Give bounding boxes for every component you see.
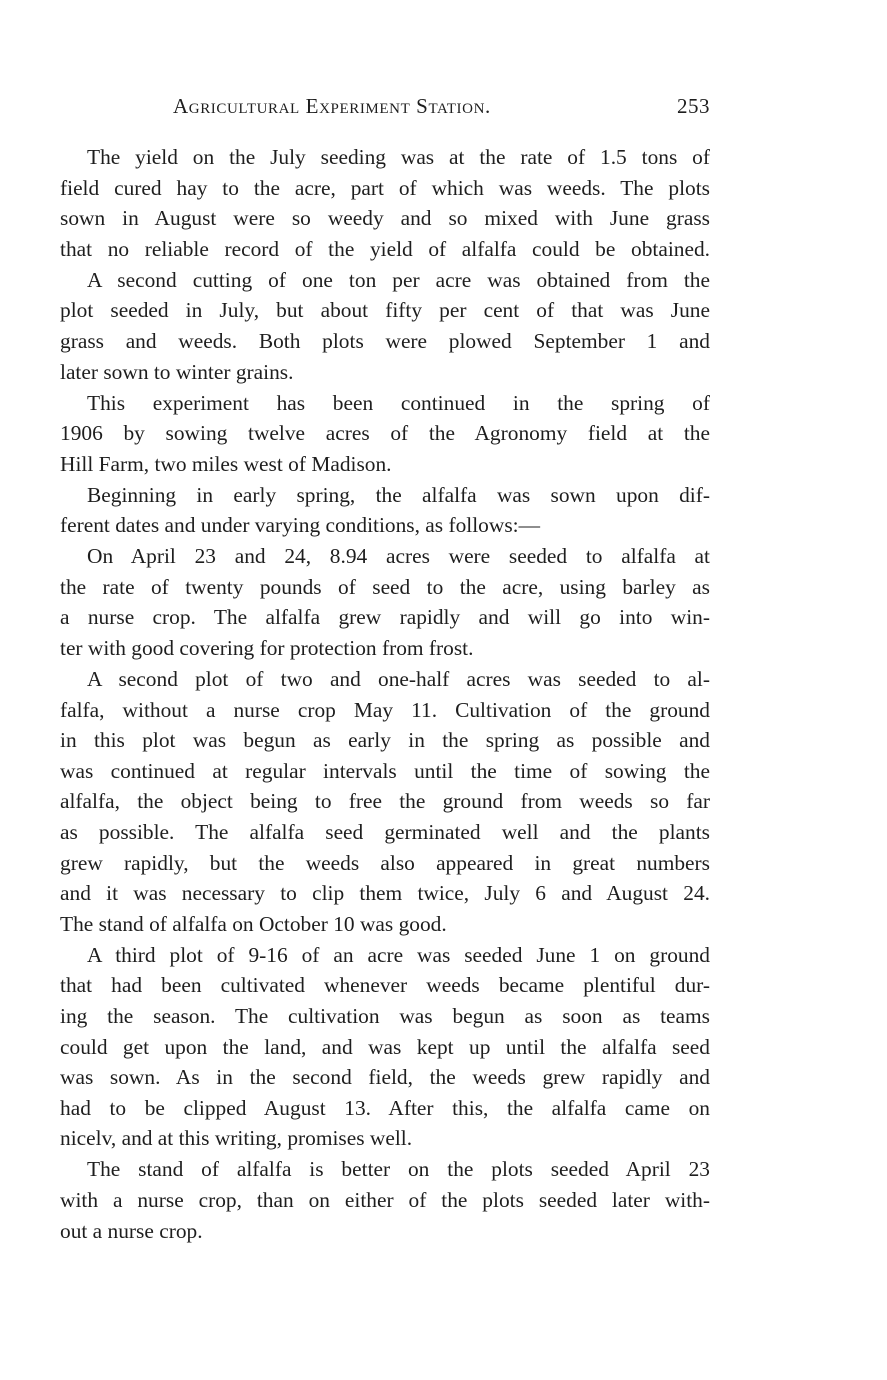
- text-line: sown in August were so weedy and so mixed with June grass: [60, 206, 710, 231]
- text-line: grew rapidly, but the weeds also appeared in great numbers: [60, 850, 710, 875]
- text-line: Hill Farm, two miles west of Madison.: [60, 451, 392, 476]
- body-text: [60, 142, 710, 1246]
- text-line: that had been cultivated whenever weeds became plentiful dur-: [60, 973, 710, 998]
- text-line: The stand of alfalfa is better on the plots seeded April 23: [87, 1157, 710, 1182]
- paragraph-early-spring: [60, 480, 710, 541]
- text-line: that no reliable record of the yield of alfalfa could be obtained.: [60, 236, 710, 261]
- paragraph-second-cutting: [60, 265, 710, 387]
- text-line: nicelv, and at this writing, promises well.: [60, 1126, 413, 1151]
- book-page: [60, 94, 710, 1247]
- text-line: A third plot of 9-16 of an acre was seeded June 1 on ground: [87, 942, 710, 967]
- text-line: the rate of twenty pounds of seed to the acre, using barley as: [60, 574, 710, 599]
- text-line: falfa, without a nurse crop May 11. Cultivation of the ground: [60, 697, 710, 722]
- text-line: as possible. The alfalfa seed germinated well and the plants: [60, 820, 710, 845]
- text-line: field cured hay to the acre, part of which was weeds. The plots: [60, 175, 710, 200]
- text-line: ter with good covering for protection from frost.: [60, 636, 474, 661]
- text-line: later sown to winter grains.: [60, 359, 294, 384]
- text-line: Beginning in early spring, the alfalfa was sown upon dif-: [87, 482, 710, 507]
- text-line: a nurse crop. The alfalfa grew rapidly and will go into win-: [60, 605, 710, 630]
- text-line: The stand of alfalfa on October 10 was good.: [60, 911, 447, 936]
- text-line: was sown. As in the second field, the weeds grew rapidly and: [60, 1065, 710, 1090]
- text-line: alfalfa, the object being to free the ground from weeds so far: [60, 789, 710, 814]
- text-line: On April 23 and 24, 8.94 acres were seeded to alfalfa at: [87, 544, 710, 569]
- page-header: [60, 94, 710, 128]
- text-line: had to be clipped August 13. After this, the alfalfa came on: [60, 1095, 710, 1120]
- text-line: ing the season. The cultivation was begun as soon as teams: [60, 1003, 710, 1028]
- text-line: This experiment has been continued in the spring of: [87, 390, 710, 415]
- paragraph-conclusion: [60, 1154, 710, 1246]
- paragraph-experiment-continued: [60, 388, 710, 480]
- running-title: Agricultural Experiment Station.: [173, 94, 491, 118]
- paragraph-april-seeding: [60, 541, 710, 663]
- text-line: was continued at regular intervals until the time of sowing the: [60, 758, 710, 783]
- text-line: grass and weeds. Both plots were plowed September 1 and: [60, 328, 710, 353]
- text-line: A second plot of two and one-half acres was seeded to al-: [87, 667, 710, 692]
- text-line: in this plot was begun as early in the spring as possible and: [60, 728, 710, 753]
- text-line: plot seeded in July, but about fifty per cent of that was June: [60, 298, 710, 323]
- text-line: could get upon the land, and was kept up until the alfalfa seed: [60, 1034, 710, 1059]
- text-line: and it was necessary to clip them twice, July 6 and August 24.: [60, 881, 710, 906]
- paragraph-july-yield: [60, 142, 710, 264]
- text-line: The yield on the July seeding was at the rate of 1.5 tons of: [87, 145, 710, 169]
- text-line: ferent dates and under varying conditions, as follows:—: [60, 513, 540, 538]
- text-line: A second cutting of one ton per acre was obtained from the: [87, 267, 710, 292]
- page-number: 253: [677, 94, 710, 118]
- text-line: out a nurse crop.: [60, 1218, 203, 1243]
- paragraph-second-plot: [60, 664, 710, 939]
- paragraph-third-plot: [60, 940, 710, 1154]
- text-line: with a nurse crop, than on either of the plots seeded later with-: [60, 1187, 710, 1212]
- text-line: 1906 by sowing twelve acres of the Agronomy field at the: [60, 421, 710, 446]
